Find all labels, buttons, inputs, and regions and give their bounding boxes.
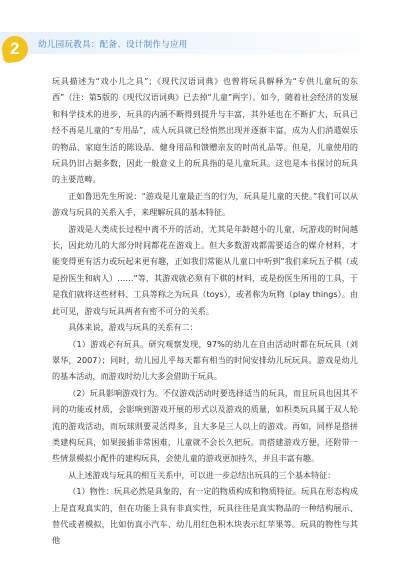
paragraph-6: （2）玩具影响游戏行为。不仅游戏活动时要选择适当的玩具，而且玩具也因其不同的功能或材质，会影响到游戏开展的形式以及游戏的质量，如积类玩具属于双人轮流的游戏活动，而玩球则要灵活得多，且大多是三人以上的游戏。再如，同样是搭拼类建构玩具，如果接插非常困难，儿童就不会长久把玩。而搭建游戏方便，还附带一些情景模拟小配件的建构玩具，会使儿童的游戏更加持久，并且丰富有趣。 [52,387,358,464]
paragraph-8: （1）物性：玩具必然是具象的，有一定的物质构成和物质特征。玩具在形态构成上是直观真实的，但在功能上具有非真实性，玩具往往是真实物品的一种结构展示、替代或者模拟，比如仿真小汽车、幼儿用红色积木块表示红苹果等。玩具的物性与其他 [52,486,358,546]
paragraph-5: （1）游戏必有玩具。研究观察发现，97%的幼儿在自由活动时都在玩玩具（刘翠华，2007）；同时，幼儿园儿乎每天都有相当的时间安排幼儿玩玩具。游戏是幼儿的基本活动，而游戏时幼儿大多会借助于玩具。 [52,338,358,382]
paragraph-1: 玩具描述为“戏小儿之具”；《现代汉语词典》也曾将玩具解释为“专供儿童玩的东西”（注：第5版的《现代汉语词典》已去掉“儿童”两字）。如今，随着社会经济的发展和科学技术的进步，玩具的内涵不断得到提升与丰富，其外延也在不断扩大，玩具已经不再是儿童的“专用品”，成人玩具就已经悄然出现并逐渐丰富，成为人们消遣娱乐的物品、家庭生活的陈设品、健身用品和馈赠亲友的时尚礼品等。但是，儿童使用的玩具仍旧占据多数，因此一般意义上的玩具指的是儿童玩具。这也是本书探讨的玩具的主要范畴。 [52,76,358,185]
paragraph-3: 游戏是人类成长过程中离不开的活动，尤其是年龄越小的儿童，玩游戏的时间越长，因此幼儿的大部分时间都花在游戏上。但大多数游戏都需要适合的媒介材料，才能变得更有活力或玩起来更有趣，正如我们常能从儿童口中听到“我们来玩五子棋（或是扮医生和病人）……”等，其游戏就必须有下棋的材料，或是扮医生所用的工具，于是我们就将这些材料、工具等称之为玩具（toys），或者称为玩物（play things）。由此可见，游戏与玩具两者有密不可分的关系。 [52,223,358,316]
body-text [52,73,358,549]
running-title: 幼儿园玩教具：配备、设计制作与应用 [38,40,188,50]
paragraph-2: 正如鲁迅先生所说：“游戏是儿童最正当的行为，玩具是儿童的天使。”我们可以从游戏与玩具的关系入手，来理解玩具的基本特征。 [52,190,358,218]
paragraph-4: 具体来说，游戏与玩具的关系有二： [68,322,198,333]
page-number: 2 [10,39,20,58]
paragraph-7: 从上述游戏与玩具的相互关系中，可以进一步总结出玩具的三个基本特征： [68,469,336,480]
